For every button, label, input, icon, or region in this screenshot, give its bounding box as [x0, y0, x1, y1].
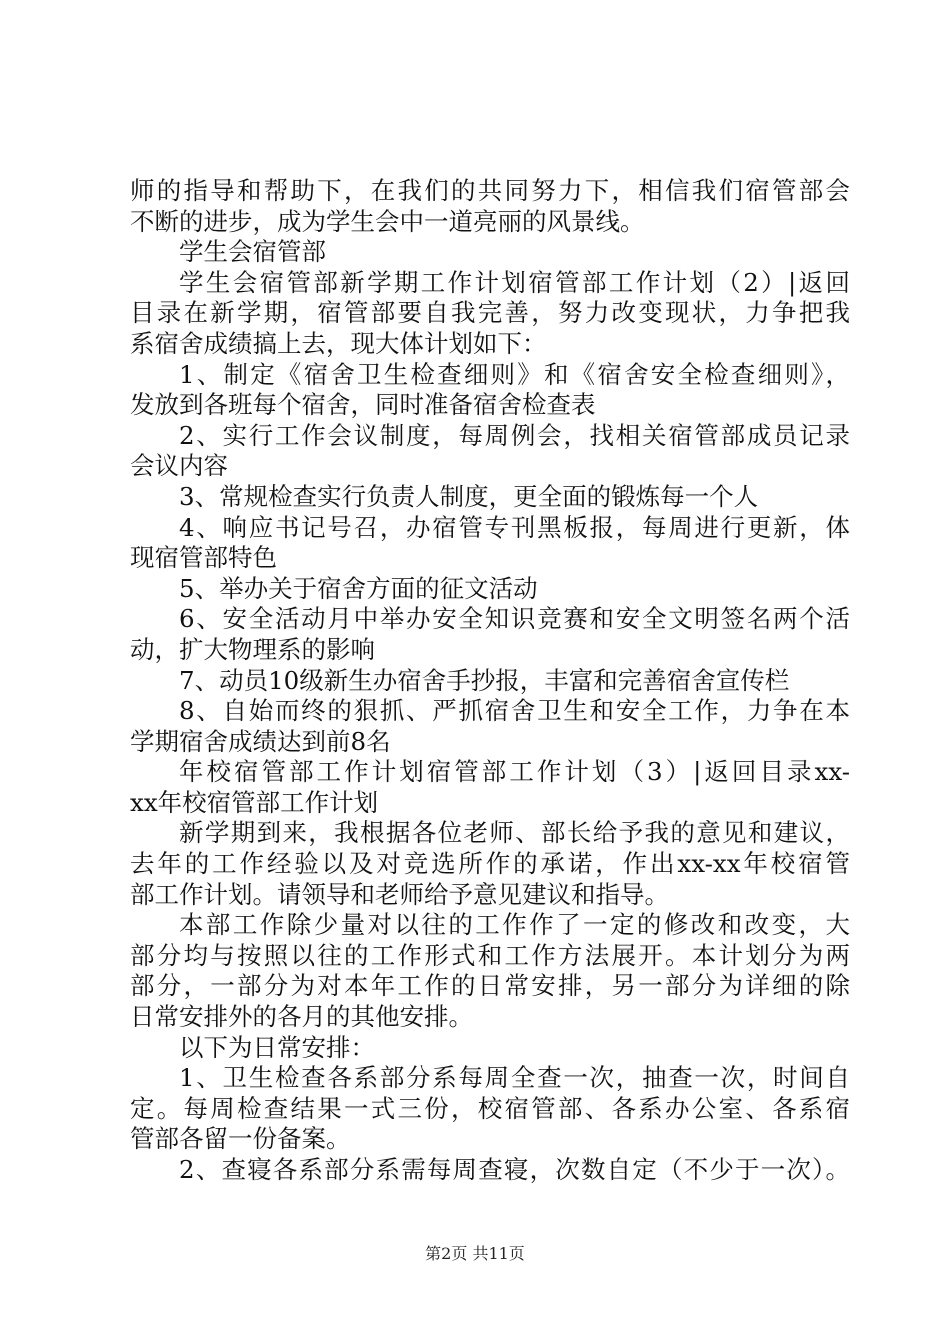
- text-line: 新学期到来，我根据各位老师、部长给予我的意见和建议，: [179, 818, 850, 848]
- text-line: 会议内容: [130, 451, 228, 481]
- text-line: 以下为日常安排：: [179, 1032, 375, 1062]
- text-line: xx年校宿管部工作计划: [130, 787, 379, 817]
- text-line: 1、卫生检查各系部分系每周全查一次，抽查一次，时间自: [179, 1063, 850, 1093]
- text-line: 8、自始而终的狠抓、严抓宿舍卫生和安全工作，力争在本: [179, 696, 850, 726]
- text-line: 部分均与按照以往的工作形式和工作方法展开。本计划分为两: [130, 940, 850, 970]
- text-line: 4、响应书记号召，办宿管专刊黑板报，每周进行更新，体: [179, 512, 850, 542]
- text-line: 管部各留一份备案。: [130, 1124, 351, 1154]
- text-line: 不断的进步，成为学生会中一道亮丽的风景线。: [130, 206, 645, 236]
- text-line: 学生会宿管部: [179, 237, 326, 267]
- page-number-label: 第2页 共11页: [425, 1244, 525, 1263]
- text-line: 现宿管部特色: [130, 543, 277, 573]
- text-line: 部工作计划。请领导和老师给予意见建议和指导。: [130, 879, 669, 909]
- text-line: 2、实行工作会议制度，每周例会，找相关宿管部成员记录: [179, 420, 850, 450]
- text-line: 6、安全活动月中举办安全知识竞赛和安全文明签名两个活: [179, 604, 850, 634]
- text-line: 1、制定《宿舍卫生检查细则》和《宿舍安全检查细则》，: [179, 359, 850, 389]
- text-line: 3、常规检查实行负责人制度，更全面的锻炼每一个人: [179, 481, 759, 511]
- text-line: 学期宿舍成绩达到前8名: [130, 726, 391, 756]
- page-footer: [0, 1244, 950, 1264]
- text-line: 动，扩大物理系的影响: [130, 634, 375, 664]
- text-line: 去年的工作经验以及对竞选所作的承诺，作出xx-xx年校宿管: [130, 849, 850, 879]
- text-line: 5、举办关于宿舍方面的征文活动: [179, 573, 538, 603]
- text-line: 师的指导和帮助下，在我们的共同努力下，相信我们宿管部会: [130, 176, 850, 205]
- text-line: 年校宿管部工作计划宿管部工作计划（3）|返回目录xx-: [179, 757, 850, 787]
- document-body: [130, 176, 850, 1186]
- text-line: 日常安排外的各月的其他安排。: [130, 1002, 473, 1032]
- text-line: 目录在新学期，宿管部要自我完善，努力改变现状，力争把我: [130, 298, 850, 328]
- text-line: 系宿舍成绩搞上去，现大体计划如下：: [130, 328, 547, 358]
- text-line: 7、动员10级新生办宿舍手抄报，丰富和完善宿舍宣传栏: [179, 665, 790, 695]
- text-line: 学生会宿管部新学期工作计划宿管部工作计划（2）|返回: [179, 267, 850, 297]
- text-line: 发放到各班每个宿舍，同时准备宿舍检查表: [130, 390, 596, 420]
- text-line: 部分，一部分为对本年工作的日常安排，另一部分为详细的除: [130, 971, 850, 1001]
- text-line: 定。每周检查结果一式三份，校宿管部、各系办公室、各系宿: [130, 1093, 850, 1123]
- text-line: 本部工作除少量对以往的工作作了一定的修改和改变，大: [179, 910, 850, 940]
- text-line: 2、查寝各系部分系需每周查寝，次数自定（不少于一次）。: [179, 1155, 850, 1184]
